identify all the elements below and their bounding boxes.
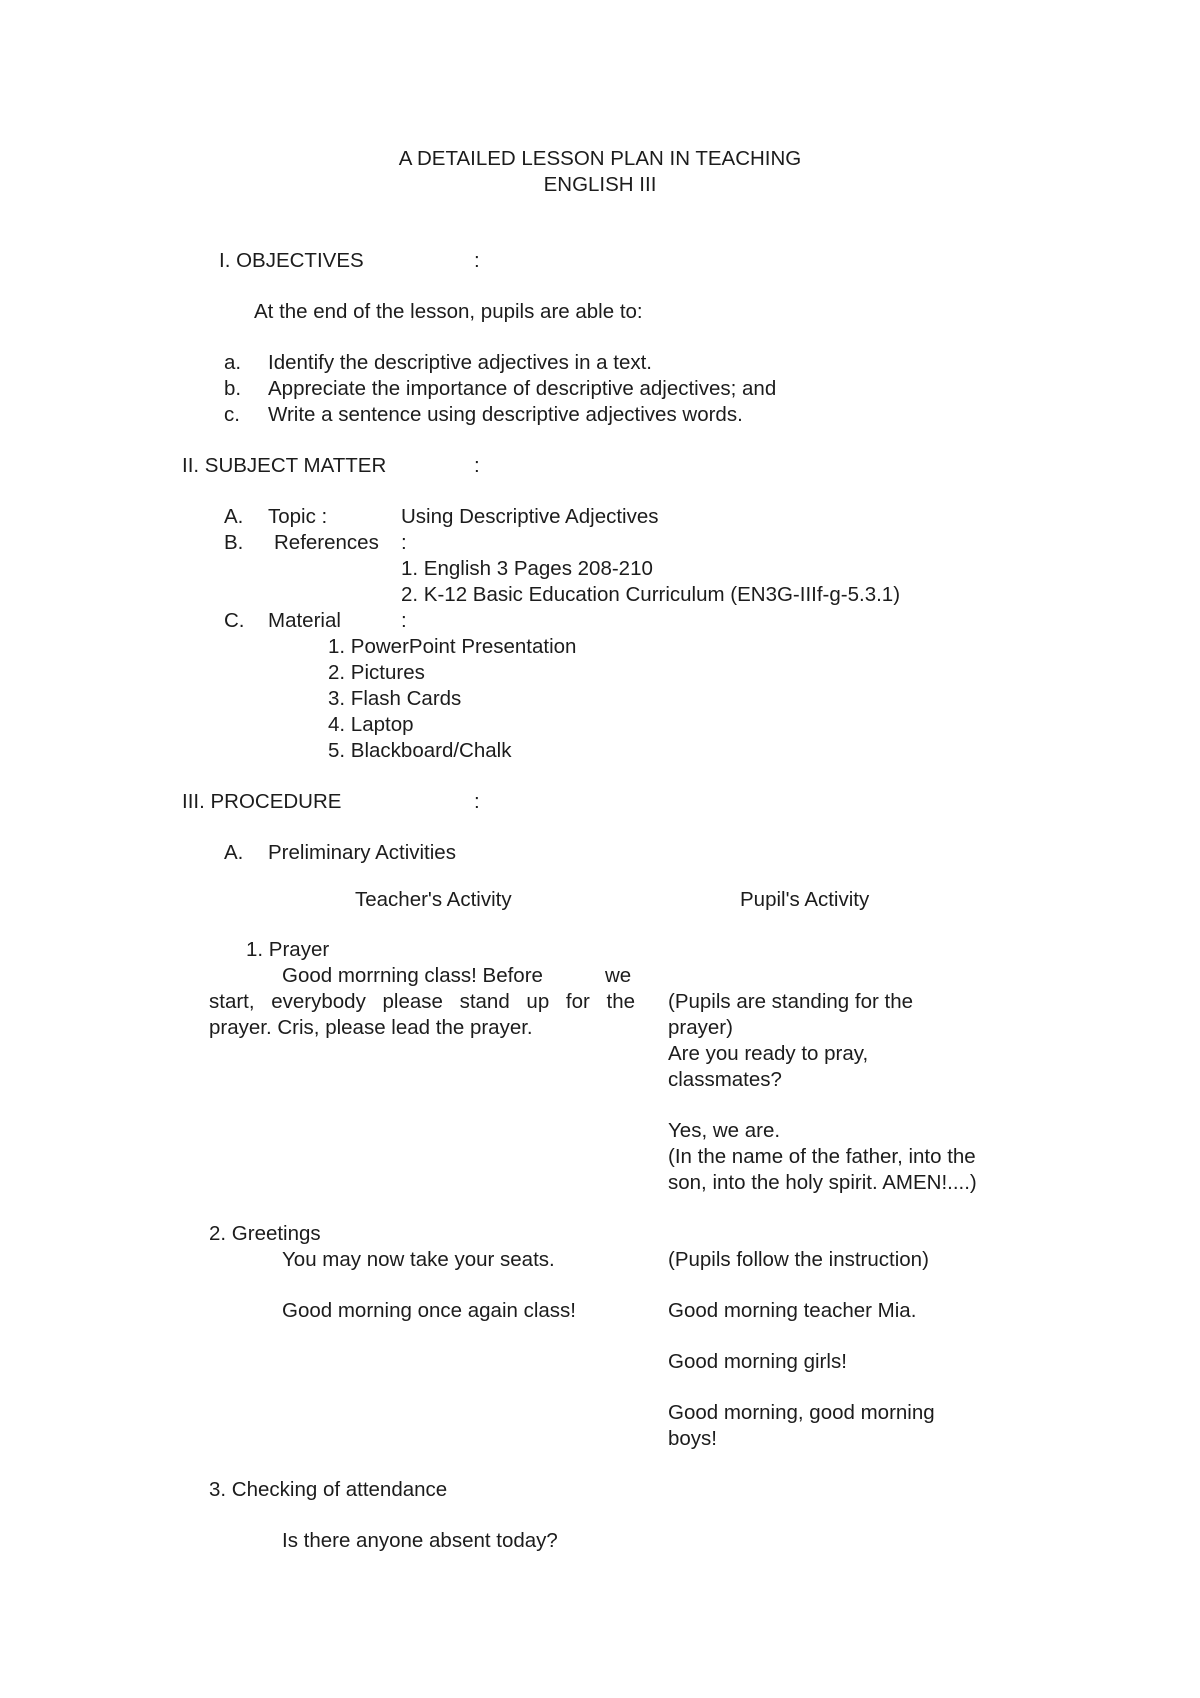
objective-marker: a. [224,351,242,374]
attendance-heading: 3. Checking of attendance [209,1478,448,1501]
pupil-line: boys! [668,1427,717,1450]
preliminary-marker: A. [224,841,244,864]
material-item: 3. Flash Cards [328,687,462,710]
prayer-heading: 1. Prayer [246,938,330,961]
document-subtitle: ENGLISH III [543,173,657,196]
material-item: 1. PowerPoint Presentation [328,635,577,658]
references-marker: B. [224,531,244,554]
teacher-line: prayer. Cris, please lead the prayer. [209,1016,533,1039]
material-item: 4. Laptop [328,713,414,736]
objectives-intro: At the end of the lesson, pupils are able to: [254,300,643,323]
objective-item: Identify the descriptive adjectives in a text. [268,351,653,374]
material-marker: C. [224,609,245,632]
topic-value: Using Descriptive Adjectives [401,505,659,528]
references-label: References [274,531,379,554]
teacher-activity-header: Teacher's Activity [355,888,512,911]
topic-marker: A. [224,505,244,528]
document-title: A DETAILED LESSON PLAN IN TEACHING [398,147,802,170]
topic-label: Topic : [268,505,328,528]
teacher-line: Good morning once again class! [282,1299,577,1322]
pupil-line: son, into the holy spirit. AMEN!....) [668,1171,977,1194]
pupil-line: Good morning, good morning [668,1401,935,1424]
greetings-heading: 2. Greetings [209,1222,321,1245]
teacher-line: Is there anyone absent today? [282,1529,558,1552]
pupil-line: Good morning girls! [668,1350,847,1373]
pupil-line: Good morning teacher Mia. [668,1299,917,1322]
material-colon: : [401,609,407,632]
objective-item: Write a sentence using descriptive adjectives words. [268,403,743,426]
pupil-line: Are you ready to pray, [668,1042,869,1065]
pupil-line: (Pupils follow the instruction) [668,1248,929,1271]
objective-item: Appreciate the importance of descriptive adjectives; and [268,377,777,400]
objectives-heading: I. OBJECTIVES [219,249,364,272]
pupil-line: prayer) [668,1016,733,1039]
subject-matter-heading: II. SUBJECT MATTER [182,454,387,477]
pupil-line: Yes, we are. [668,1119,781,1142]
pupil-line: (Pupils are standing for the [668,990,913,1013]
objective-marker: c. [224,403,240,426]
material-item: 5. Blackboard/Chalk [328,739,512,762]
pupil-line: classmates? [668,1068,782,1091]
objective-marker: b. [224,377,242,400]
teacher-line: we [605,964,632,987]
procedure-colon: : [474,790,480,813]
reference-item: 2. K-12 Basic Education Curriculum (EN3G-IIIf-g-5.3.1) [401,583,901,606]
preliminary-label: Preliminary Activities [268,841,456,864]
material-label: Material [268,609,341,632]
references-colon: : [401,531,407,554]
pupil-line: (In the name of the father, into the [668,1145,976,1168]
pupil-activity-header: Pupil's Activity [740,888,870,911]
teacher-line: Good morrning class! Before [282,964,543,987]
reference-item: 1. English 3 Pages 208-210 [401,557,653,580]
teacher-line: start, everybody please stand up for the [209,990,635,1013]
procedure-heading: III. PROCEDURE [182,790,342,813]
teacher-line: You may now take your seats. [282,1248,555,1271]
material-item: 2. Pictures [328,661,425,684]
objectives-colon: : [474,249,480,272]
subject-matter-colon: : [474,454,480,477]
